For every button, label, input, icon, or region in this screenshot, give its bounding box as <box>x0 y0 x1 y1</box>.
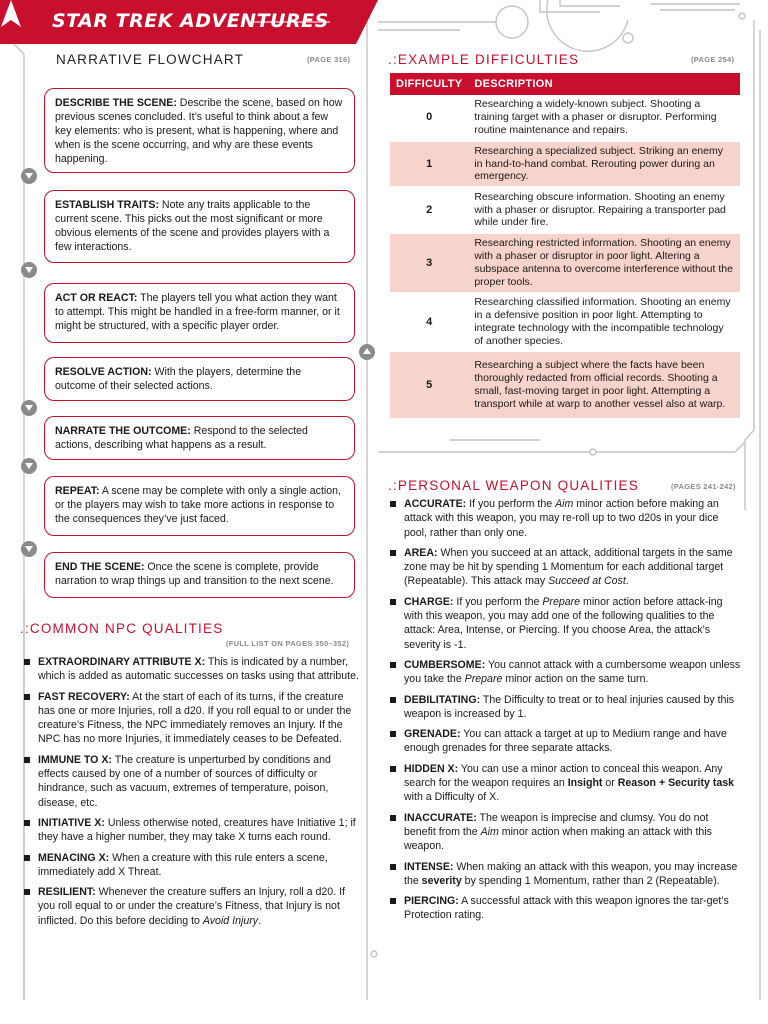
difficulty-value: 2 <box>390 187 468 233</box>
header-banner <box>0 0 378 44</box>
flow-step-repeat: REPEAT: A scene may be complete with only a single action, or the players may wish to take more actions in response to the consequences they’ve just faced. <box>44 476 355 536</box>
npc-page-ref: (FULL LIST ON PAGES 350–352) <box>226 639 350 648</box>
difficulty-description: Researching restricted information. Shooting an enemy with a phaser or disruptor in poor light. Altering a subspace antenna to overcome interference without the proper tools. <box>468 233 740 293</box>
list-item: INTENSE: When making an attack with this weapon, you may increase the severity by spending 1 Momentum, rather than 2 (Repeatable). <box>388 860 742 889</box>
weapons-page-ref: (PAGES 241-242) <box>671 482 736 491</box>
list-item: PIERCING: A successful attack with this weapon ignores the tar-get’s Protection rating. <box>388 894 742 923</box>
difficulties-table <box>390 73 740 420</box>
difficulty-description: Researching a widely-known subject. Shooting a training target with a phaser or disruptor. Performing routine maintenance and repairs. <box>468 95 740 141</box>
difficulty-description: Researching obscure information. Shooting an enemy with a phaser or disruptor. Repairing a transporter pad while under fire. <box>468 187 740 233</box>
arrow-down-icon <box>21 541 37 557</box>
flow-step-establish: ESTABLISH TRAITS: Note any traits applicable to the current scene. This picks out the most significant or more obvious elements of the scene and provides players with a few interactions. <box>44 190 355 263</box>
list-item: RESILIENT: Whenever the creature suffers an Injury, roll a d20. If you roll equal to or under the creature’s Fitness, that Injury is not inflicted. Do this before deciding to Avoid Injury. <box>22 885 360 928</box>
logo-text: STAR TREK ADVENTURES <box>52 10 329 32</box>
difficulty-value: 4 <box>390 293 468 351</box>
table-row <box>390 141 740 187</box>
flow-step-resolve: RESOLVE ACTION: With the players, determine the outcome of their selected actions. <box>44 357 355 401</box>
arrow-down-icon <box>21 168 37 184</box>
difficulty-description: Researching classified information. Shooting an enemy in a defensive position in poor light. Attempting to integrate technology with the incompatible technology of another species. <box>468 293 740 351</box>
list-item: GRENADE: You can attack a target at up to Medium range and have enough grenades for three separate attacks. <box>388 727 742 756</box>
list-item: CHARGE: If you perform the Prepare minor action before attack-ing with this weapon, you may add one of the following qualities to the attack: Area, Intense, or Piercing. If you choose Area, the attack’s severity is -1. <box>388 595 742 652</box>
list-item: IMMUNE TO X: The creature is unperturbed by conditions and effects caused by one of a number of sources of difficulty or hindrance, such as vacuum, extremes of temperature, poison, disease, etc. <box>22 753 360 810</box>
table-row <box>390 233 740 293</box>
list-item: INITIATIVE X: Unless otherwise noted, creatures have Initiative 1; if they have a higher number, they may take X turns each round. <box>22 816 360 845</box>
difficulty-value: 5 <box>390 351 468 419</box>
flow-step-act: ACT OR REACT: The players tell you what action they want to attempt. This might be handled in a free-form manner, or it might be structured, with a specific player order. <box>44 283 355 343</box>
list-item: EXTRAORDINARY ATTRIBUTE X: This is indicated by a number, which is added as automatic successes on tasks using that attribute. <box>22 655 360 684</box>
difficulty-description: Researching a subject where the facts have been thoroughly redacted from official records. Shooting a small, fast-moving target in poor light. Attempting a transport while at warp to another vessel also at warp. <box>468 351 740 419</box>
list-item: MENACING X: When a creature with this rule enters a scene, immediately add X Threat. <box>22 851 360 880</box>
table-row <box>390 293 740 351</box>
list-item: DEBILITATING: The Difficulty to treat or to heal injuries caused by this weapon is increased by 1. <box>388 693 742 722</box>
flow-step-describe: DESCRIBE THE SCENE: Describe the scene, based on how previous scenes concluded. It’s useful to think about a few key elements: who is present, what is happening, where and when is the scene occurring, and why are these events happening. <box>44 88 355 173</box>
list-item: FAST RECOVERY: At the start of each of its turns, if the creature has one or more Injuries, roll a d20. If you roll equal to or under the creature’s Fitness, the NPC immediately removes an Injury. If the NPC has no more Injuries, it immediately ceases to be Defeated. <box>22 690 360 747</box>
difficulties-page-ref: (PAGE 254) <box>691 55 735 64</box>
column-header-description: DESCRIPTION <box>468 73 740 95</box>
list-item: AREA: When you succeed at an attack, additional targets in the same zone may be hit by spending 1 Momentum for each additional target (Repeatable). This attack may Succeed at Cost. <box>388 546 742 589</box>
list-item: ACCURATE: If you perform the Aim minor action before making an attack with this weapon, you may re-roll up to two d20s in your dice pool, rather than only one. <box>388 497 742 540</box>
npc-title: .:COMMON NPC QUALITIES <box>20 621 224 636</box>
table-row <box>390 187 740 233</box>
arrow-down-icon <box>21 458 37 474</box>
npc-qualities-list <box>22 655 360 934</box>
flowchart-page-ref: (PAGE 316) <box>307 55 351 64</box>
flowchart-title: NARRATIVE FLOWCHART <box>56 52 245 67</box>
weapon-qualities-list <box>388 497 742 929</box>
difficulty-value: 1 <box>390 141 468 187</box>
flow-step-narrate: NARRATE THE OUTCOME: Respond to the selected actions, describing what happens as a result. <box>44 416 355 460</box>
difficulty-description: Researching a specialized subject. Striking an enemy in hand-to-hand combat. Rerouting power during an emergency. <box>468 141 740 187</box>
column-header-difficulty: DIFFICULTY <box>390 73 468 95</box>
flow-step-end: END THE SCENE: Once the scene is complete, provide narration to wrap things up and transition to the next scene. <box>44 552 355 598</box>
table-row <box>390 95 740 141</box>
difficulty-value: 0 <box>390 95 468 141</box>
weapons-title: .:PERSONAL WEAPON QUALITIES <box>388 478 639 493</box>
arrow-down-icon <box>21 400 37 416</box>
list-item: INACCURATE: The weapon is imprecise and clumsy. You do not benefit from the Aim minor action when making an attack with this weapon. <box>388 811 742 854</box>
starfleet-delta-icon <box>0 0 22 28</box>
difficulty-value: 3 <box>390 233 468 293</box>
list-item: CUMBERSOME: You cannot attack with a cumbersome weapon unless you take the Prepare minor action on the same turn. <box>388 658 742 687</box>
list-item: HIDDEN X: You can use a minor action to conceal this weapon. Any search for the weapon requires an Insight or Reason + Security task with a Difficulty of X. <box>388 762 742 805</box>
arrow-up-icon <box>359 344 375 360</box>
table-row <box>390 351 740 419</box>
table-header-row <box>390 73 740 95</box>
arrow-down-icon <box>21 262 37 278</box>
difficulties-title: .:EXAMPLE DIFFICULTIES <box>388 52 580 67</box>
